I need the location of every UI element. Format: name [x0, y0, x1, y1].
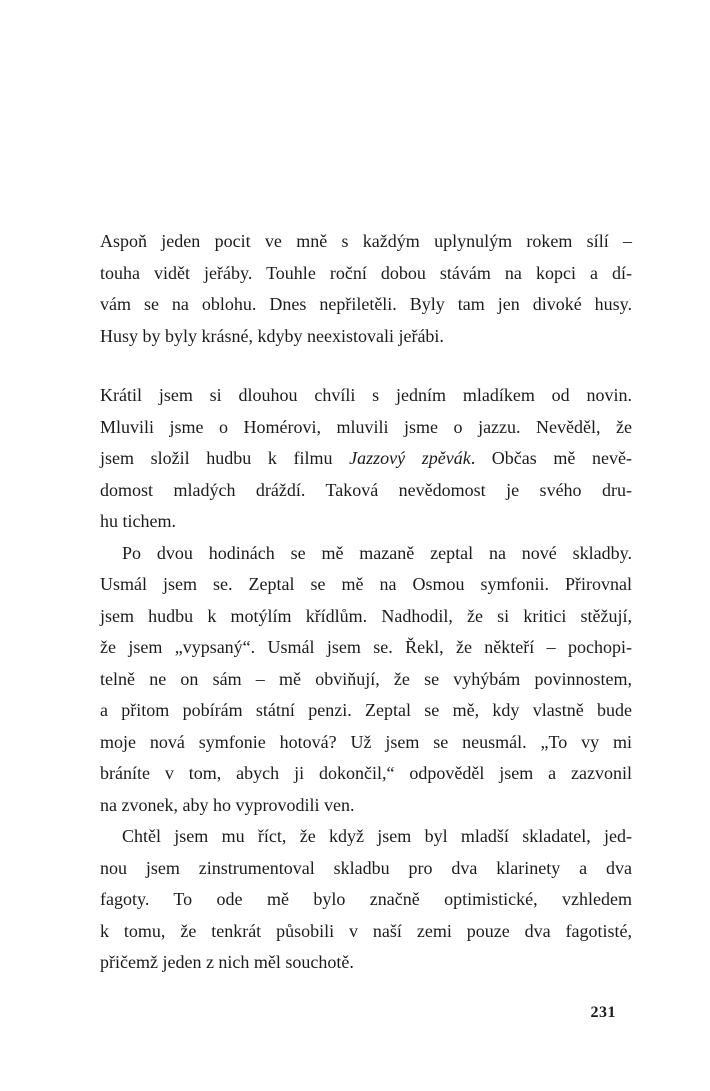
text-line: Krátil jsem si dlouhou chvíli s jedním mladíkem od novin.	[100, 385, 632, 405]
page-number: 231	[590, 1004, 616, 1021]
text-line: bráníte v tom, abych ji dokončil,“ odpověděl jsem a zazvonil	[100, 763, 632, 783]
text-line: vám se na oblohu. Dnes nepřiletěli. Byly tam jen divoké husy.	[100, 294, 632, 314]
text-line: Usmál jsem se. Zeptal se mě na Osmou symfonii. Přirovnal	[100, 574, 632, 594]
page-text	[100, 226, 632, 979]
text-line: a přitom pobírám státní penzi. Zeptal se mě, kdy vlastně bude	[100, 700, 632, 720]
paragraph	[100, 538, 632, 822]
text-line: moje nová symfonie hotová? Už jsem se neusmál. „To vy mi	[100, 731, 632, 752]
text-segment: . Občas mě nevě-	[470, 448, 632, 468]
text-line: jsem hudbu k motýlím křídlům. Nadhodil, že si kritici stěžují,	[100, 605, 632, 626]
text-segment: jsem složil hudbu k filmu	[100, 448, 350, 468]
text-line: nou jsem zinstrumentoval skladbu pro dva klarinety a dva	[100, 857, 632, 878]
text-line: na zvonek, aby ho vyprovodili ven.	[100, 794, 355, 815]
text-line: že jsem „vypsaný“. Usmál jsem se. Řekl, že někteří – pochopi-	[100, 637, 632, 657]
paragraph	[100, 226, 632, 352]
italic-text: Jazzový zpěvák	[349, 448, 471, 468]
text-line: fagoty. To ode mě bylo značně optimistické, vzhledem	[100, 889, 632, 909]
paragraph	[100, 821, 632, 979]
text-line: telně ne on sám – mě obviňují, že se vyhýbám povinnostem,	[100, 668, 632, 689]
text-line: přičemž jeden z nich měl souchotě.	[100, 952, 354, 972]
text-line: Husy by byly krásné, kdyby neexistovali jeřábi.	[100, 325, 444, 346]
text-line: Mluvili jsme o Homérovi, mluvili jsme o jazzu. Nevěděl, že	[100, 416, 632, 437]
text-line: hu tichem.	[100, 511, 176, 531]
text-line: domost mladých dráždí. Taková nevědomost je svého dru-	[100, 479, 632, 500]
text-line: Po dvou hodinách se mě mazaně zeptal na nové skladby.	[122, 542, 632, 563]
text-line	[100, 443, 632, 475]
text-line: k tomu, že tenkrát působili v naší zemi pouze dva fagotisté,	[100, 920, 632, 941]
text-line: Chtěl jsem mu říct, že když jsem byl mladší skladatel, jed-	[122, 826, 632, 846]
text-line: Aspoň jeden pocit ve mně s každým uplynulým rokem sílí –	[100, 231, 632, 251]
paragraph	[100, 380, 632, 538]
text-line: touha vidět jeřáby. Touhle roční dobou stávám na kopci a dí-	[100, 262, 632, 283]
